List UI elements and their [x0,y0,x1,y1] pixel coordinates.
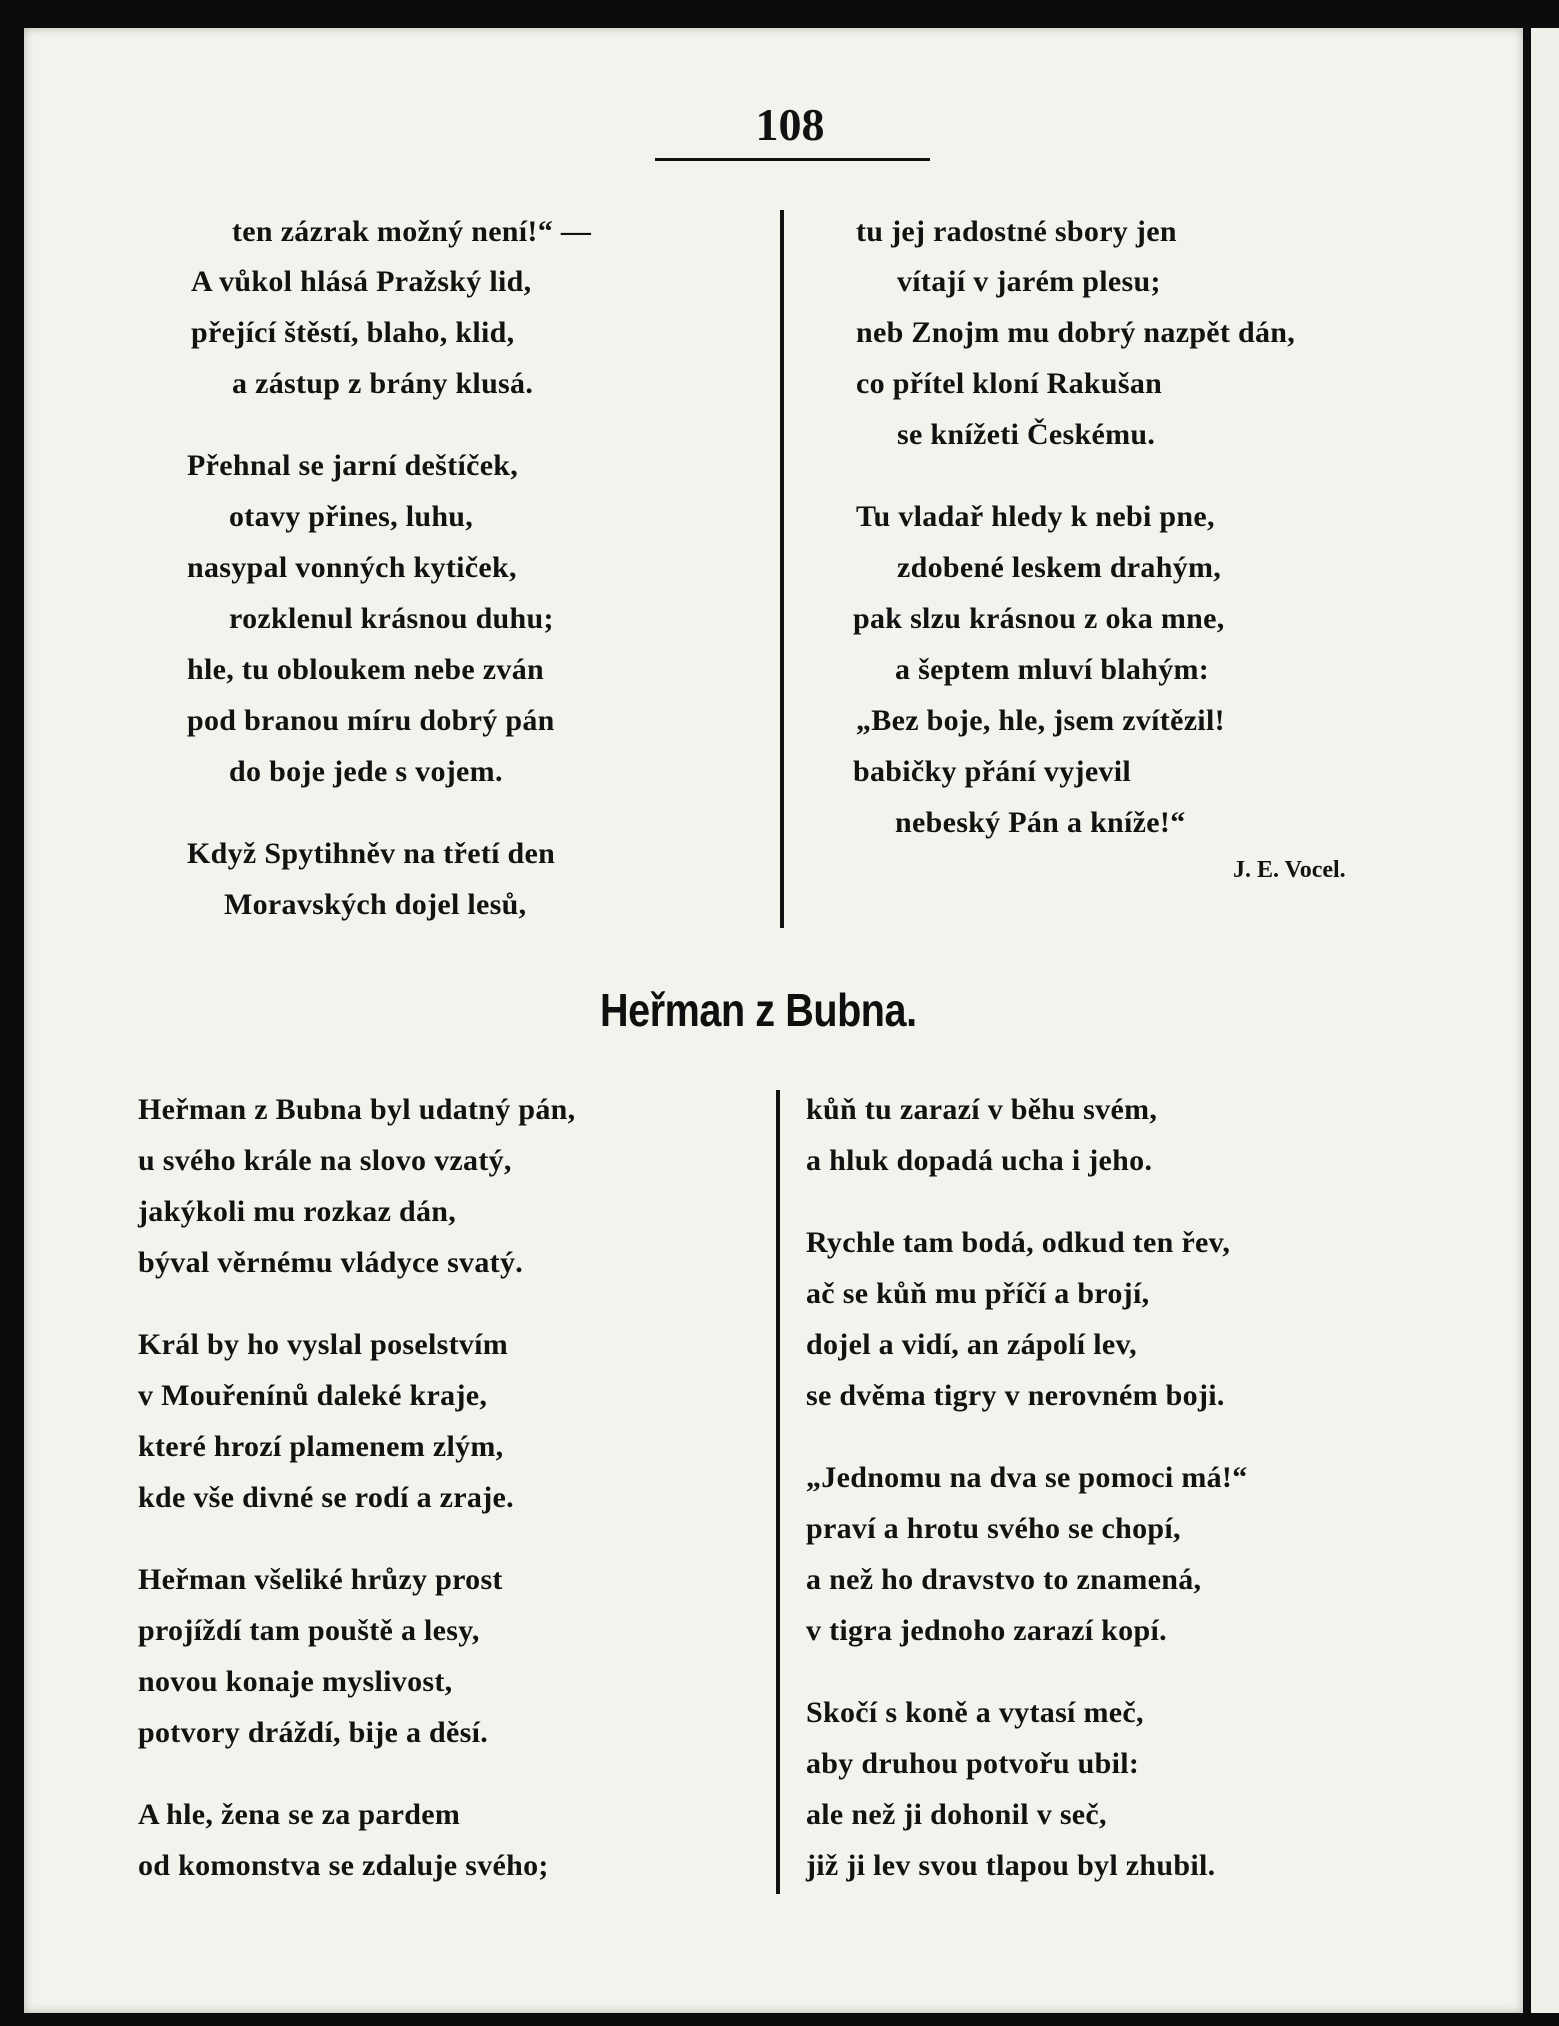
verse-line: A hle, žena se za pardem [138,1798,461,1831]
verse-line: kůň tu zarazí v běhu svém, [806,1093,1158,1126]
verse-line: v Mouřenínů daleké kraje, [138,1379,488,1412]
verse-line: Král by ho vyslal poselstvím [138,1328,509,1361]
author-signature: J. E. Vocel. [1233,857,1346,883]
verse-line: Tu vladař hledy k nebi pne, [856,500,1215,533]
verse-line: zdobené leskem drahým, [897,551,1222,584]
verse-line: hle, tu obloukem nebe zván [187,653,545,686]
verse-line: projíždí tam pouště a lesy, [138,1614,480,1647]
verse-line: otavy přines, luhu, [229,500,474,533]
verse-line: Přehnal se jarní deštíček, [187,449,519,482]
verse-line: Skočí s koně a vytasí meč, [806,1696,1144,1729]
verse-line: tu jej radostné sbory jen [856,215,1177,248]
verse-line: novou konaje myslivost, [138,1665,453,1698]
verse-line: u svého krále na slovo vzatý, [138,1144,512,1177]
verse-line: praví a hrotu svého se chopí, [806,1512,1181,1545]
verse-line: a šeptem mluví blahým: [895,653,1210,686]
verse-line: Rychle tam bodá, odkud ten řev, [806,1226,1231,1259]
column-divider-bottom [776,1090,780,1894]
verse-line: potvory dráždí, bije a děsí. [138,1716,489,1749]
verse-line: ač se kůň mu příčí a brojí, [806,1277,1150,1310]
page-number: 108 [755,99,825,150]
verse-line: jakýkoli mu rozkaz dán, [138,1195,457,1228]
verse-line: Moravských dojel lesů, [224,888,527,921]
verse-line: pod branou míru dobrý pán [187,704,555,737]
verse-line: Když Spytihněv na třetí den [187,837,556,870]
verse-line: ale než ji dohonil v seč, [806,1798,1107,1831]
verse-line: „Bez boje, hle, jsem zvítězil! [856,704,1225,737]
verse-line: od komonstva se zdaluje svého; [138,1849,549,1882]
verse-line: kde vše divné se rodí a zraje. [138,1481,514,1514]
verse-line: nebeský Pán a kníže!“ [895,806,1186,839]
verse-line: pak slzu krásnou z oka mne, [853,602,1225,635]
verse-line: které hrozí plamenem zlým, [138,1430,504,1463]
page-number-rule [655,158,930,161]
verse-line: býval věrnému vládyce svatý. [138,1246,524,1279]
verse-line: babičky přání vyjevil [853,755,1131,788]
verse-line: v tigra jednoho zarazí kopí. [806,1614,1167,1647]
verse-line: neb Znojm mu dobrý nazpět dán, [856,316,1296,349]
verse-line: Heřman všeliké hrůzy prost [138,1563,503,1596]
verse-line: rozklenul krásnou duhu; [229,602,554,635]
poem-title: Heřman z Bubna. [600,984,917,1036]
verse-line: do boje jede s vojem. [229,755,503,788]
verse-line: co přítel kloní Rakušan [856,367,1163,400]
verse-line: a zástup z brány klusá. [232,367,534,400]
verse-line: a než ho dravstvo to znamená, [806,1563,1202,1596]
verse-line: aby druhou potvořu ubil: [806,1747,1140,1780]
verse-line: se dvěma tigry v nerovném boji. [806,1379,1225,1412]
verse-line: již ji lev svou tlapou byl zhubil. [806,1849,1216,1882]
adjacent-page-edge [1531,28,1559,2013]
verse-line: A vůkol hlásá Pražský lid, [191,265,532,298]
verse-line: přející štěstí, blaho, klid, [191,316,515,349]
verse-line: vítají v jarém plesu; [897,265,1161,298]
verse-line: nasypal vonných kytiček, [187,551,517,584]
verse-line: Heřman z Bubna byl udatný pán, [138,1093,576,1126]
verse-line: ten zázrak možný není!“ — [232,215,592,248]
verse-line: se knížeti Českému. [897,418,1156,451]
verse-line: „Jednomu na dva se pomoci má!“ [806,1461,1248,1494]
column-divider-top [780,210,784,928]
verse-line: a hluk dopadá ucha i jeho. [806,1144,1153,1177]
verse-line: dojel a vidí, an zápolí lev, [806,1328,1137,1361]
